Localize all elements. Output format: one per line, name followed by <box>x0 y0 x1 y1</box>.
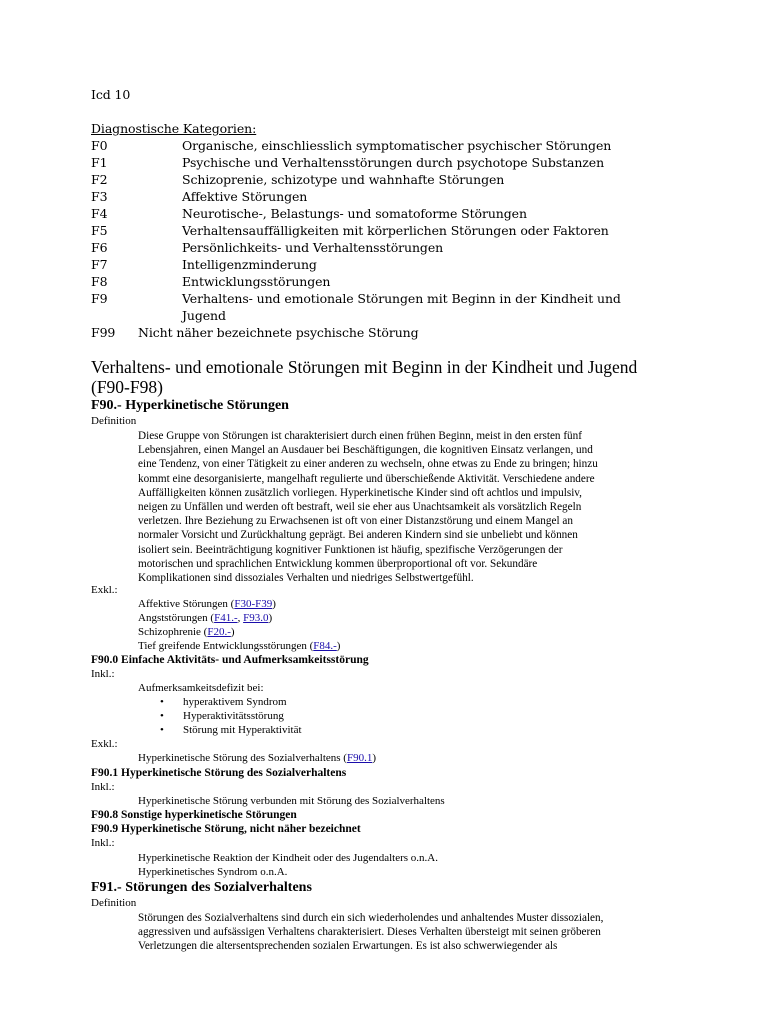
definition-line: motorischen und sprachlichen Entwicklung kommen überproportional oft vor. Sekundäre <box>138 557 538 570</box>
category-label: Intelligenzminderung <box>182 257 317 272</box>
f90-heading: F90.- Hyperkinetische Störungen <box>91 398 289 413</box>
definition-line: Komplikationen sind dissoziales Verhalten und niedriges Selbstwertgefühl. <box>138 572 474 585</box>
category-label: Verhaltens- und emotionale Störungen mit Beginn in der Kindheit und <box>182 291 621 306</box>
document-title: Icd 10 <box>91 87 131 102</box>
f90-9-heading: F90.9 Hyperkinetische Störung, nicht näher bezeichnet <box>91 823 361 835</box>
category-code: F6 <box>91 240 108 255</box>
exkl-text: Angststörungen ( <box>138 612 215 624</box>
definition-line: Auffälligkeiten können zusätzlich vorliegen. Hyperkinetische Kinder sind oft achtlos und impulsiv, <box>138 486 582 499</box>
link-f93-0[interactable]: F93.0 <box>243 612 269 624</box>
section-title-line2: (F90-F98) <box>91 377 163 397</box>
definition-line: Störungen des Sozialverhaltens sind durch ein sich wiederholendes und anhaltendes Muster dissozialen, <box>138 912 604 924</box>
f90-0-inkl-label: Inkl.: <box>91 668 115 680</box>
exkl-close: ) <box>230 626 235 638</box>
link-f90-1[interactable]: F90.1 <box>346 752 373 764</box>
exkl-close: ) <box>272 598 276 610</box>
f90-1-heading: F90.1 Hyperkinetische Störung des Sozialverhaltens <box>91 767 347 779</box>
definition-line: aggressiven und aufsässigen Verhaltens charakterisiert. Dieses Verhalten übersteigt mit seinen gröberen <box>138 926 601 939</box>
section-title-line1: Verhaltens- und emotionale Störungen mit Beginn in der Kindheit und Jugend <box>91 357 638 377</box>
category-label: Affektive Störungen <box>182 189 308 204</box>
category-code: F7 <box>91 257 108 272</box>
category-label: Schizoprenie, schizotype und wahnhafte Störungen <box>182 172 505 187</box>
definition-line: normaler Vorsicht und Zurückhaltung geprägt. Bei anderen Kindern sind sie unbeliebt und können <box>138 529 578 542</box>
link-f20[interactable]: F20.- <box>207 626 231 638</box>
exkl-item <box>138 626 235 638</box>
f91-heading: F91.- Störungen des Sozialverhaltens <box>91 880 312 895</box>
category-label-continued: Jugend <box>182 308 226 323</box>
category-label: Psychische und Verhaltensstörungen durch psychotope Substanzen <box>182 155 605 170</box>
category-code: F0 <box>91 138 108 153</box>
category-code: F4 <box>91 206 108 221</box>
bullet-text: Störung mit Hyperaktivität <box>183 724 302 736</box>
exkl-item <box>138 612 272 624</box>
category-code: F5 <box>91 223 108 238</box>
definition-line: Verletzungen die altersentsprechenden sozialen Erwartungen. Es ist also schwerwiegender als <box>138 940 558 953</box>
category-label: Entwicklungsstörungen <box>182 274 331 289</box>
exkl-text: Schizophrenie ( <box>138 626 208 638</box>
exkl-item <box>138 640 340 652</box>
exkl-text: Hyperkinetische Störung des Sozialverhaltens ( <box>138 752 347 764</box>
definition-line: Lebensjahren, einen Mangel an Ausdauer bei Beschäftigungen, die kognitiven Einsatz verlangen, und <box>138 444 593 457</box>
bullet-glyph: • <box>160 724 164 736</box>
definition-line: isoliert sein. Beeinträchtigung kognitiver Funktionen ist häufig, spezifische Verzögerungen der <box>138 543 563 556</box>
f90-9-inkl-line1: Hyperkinetische Reaktion der Kindheit oder des Jugendalters o.n.A. <box>138 852 438 864</box>
category-code: F8 <box>91 274 108 289</box>
f90-0-inkl-intro: Aufmerksamkeitsdefizit bei: <box>138 682 264 694</box>
category-code: F2 <box>91 172 108 187</box>
f90-1-inkl-label: Inkl.: <box>91 781 115 793</box>
link-f30-f39[interactable]: F30-F39 <box>234 598 273 610</box>
f91-definition-label: Definition <box>91 897 137 909</box>
category-label: Organische, einschliesslich symptomatischer psychischer Störungen <box>182 138 612 153</box>
category-code: F9 <box>91 291 108 306</box>
exkl-close: ) <box>336 640 341 652</box>
exkl-close: ) <box>372 752 376 764</box>
f90-exkl-label: Exkl.: <box>91 584 118 596</box>
f90-definition-label: Definition <box>91 415 137 427</box>
category-code: F3 <box>91 189 108 204</box>
exkl-text: Affektive Störungen ( <box>138 598 235 610</box>
f91-definition-text <box>138 911 603 954</box>
f90-9-inkl-label: Inkl.: <box>91 837 115 849</box>
exkl-item <box>138 598 276 610</box>
exkl-text: Tief greifende Entwicklungsstörungen ( <box>138 640 314 652</box>
category-code: F99 <box>91 325 116 340</box>
f90-0-heading: F90.0 Einfache Aktivitäts- und Aufmerksamkeitsstörung <box>91 654 369 666</box>
definition-line: eine Tendenz, von einer Tätigkeit zu einer anderen zu wechseln, ohne etwas zu Ende zu bringen; hinzu <box>138 458 598 471</box>
f90-1-inkl-text: Hyperkinetische Störung verbunden mit Störung des Sozialverhaltens <box>138 795 445 807</box>
exkl-sep: , <box>237 612 244 624</box>
bullet-glyph: • <box>160 710 164 722</box>
definition-line: kommt eine desorganisierte, mangelhaft regulierte und überschießende Aktivität. Verschiedene andere <box>138 472 595 485</box>
category-label: Nicht näher bezeichnete psychische Störung <box>138 325 419 340</box>
f90-definition-text <box>138 429 598 585</box>
bullet-glyph: • <box>160 696 164 708</box>
categories-heading: Diagnostische Kategorien: <box>91 121 257 136</box>
exkl-item <box>138 752 376 764</box>
definition-line: Diese Gruppe von Störungen ist charakterisiert durch einen frühen Beginn, meist in den ersten fünf <box>138 430 582 442</box>
category-label: Verhaltensauffälligkeiten mit körperlichen Störungen oder Faktoren <box>182 223 609 238</box>
link-f84[interactable]: F84.- <box>313 640 337 652</box>
f90-0-exkl-label: Exkl.: <box>91 738 118 750</box>
f90-9-inkl-line2: Hyperkinetisches Syndrom o.n.A. <box>138 866 288 878</box>
definition-line: neigen zu Unfällen und werden oft bestraft, weil sie eher aus Unachtsamkeit als vorsätzlich Regeln <box>138 501 582 514</box>
bullet-text: hyperaktivem Syndrom <box>183 696 287 708</box>
f90-8-heading: F90.8 Sonstige hyperkinetische Störungen <box>91 809 297 821</box>
definition-line: verletzen. Ihre Beziehung zu Erwachsenen ist oft von einer Distanzstörung und einem Mangel an <box>138 515 573 528</box>
category-label: Persönlichkeits- und Verhaltensstörungen <box>182 240 444 255</box>
link-f41[interactable]: F41.- <box>214 612 238 624</box>
category-label: Neurotische-, Belastungs- und somatoforme Störungen <box>182 206 527 221</box>
category-code: F1 <box>91 155 108 170</box>
bullet-text: Hyperaktivitätsstörung <box>183 710 284 722</box>
exkl-close: ) <box>268 612 273 624</box>
